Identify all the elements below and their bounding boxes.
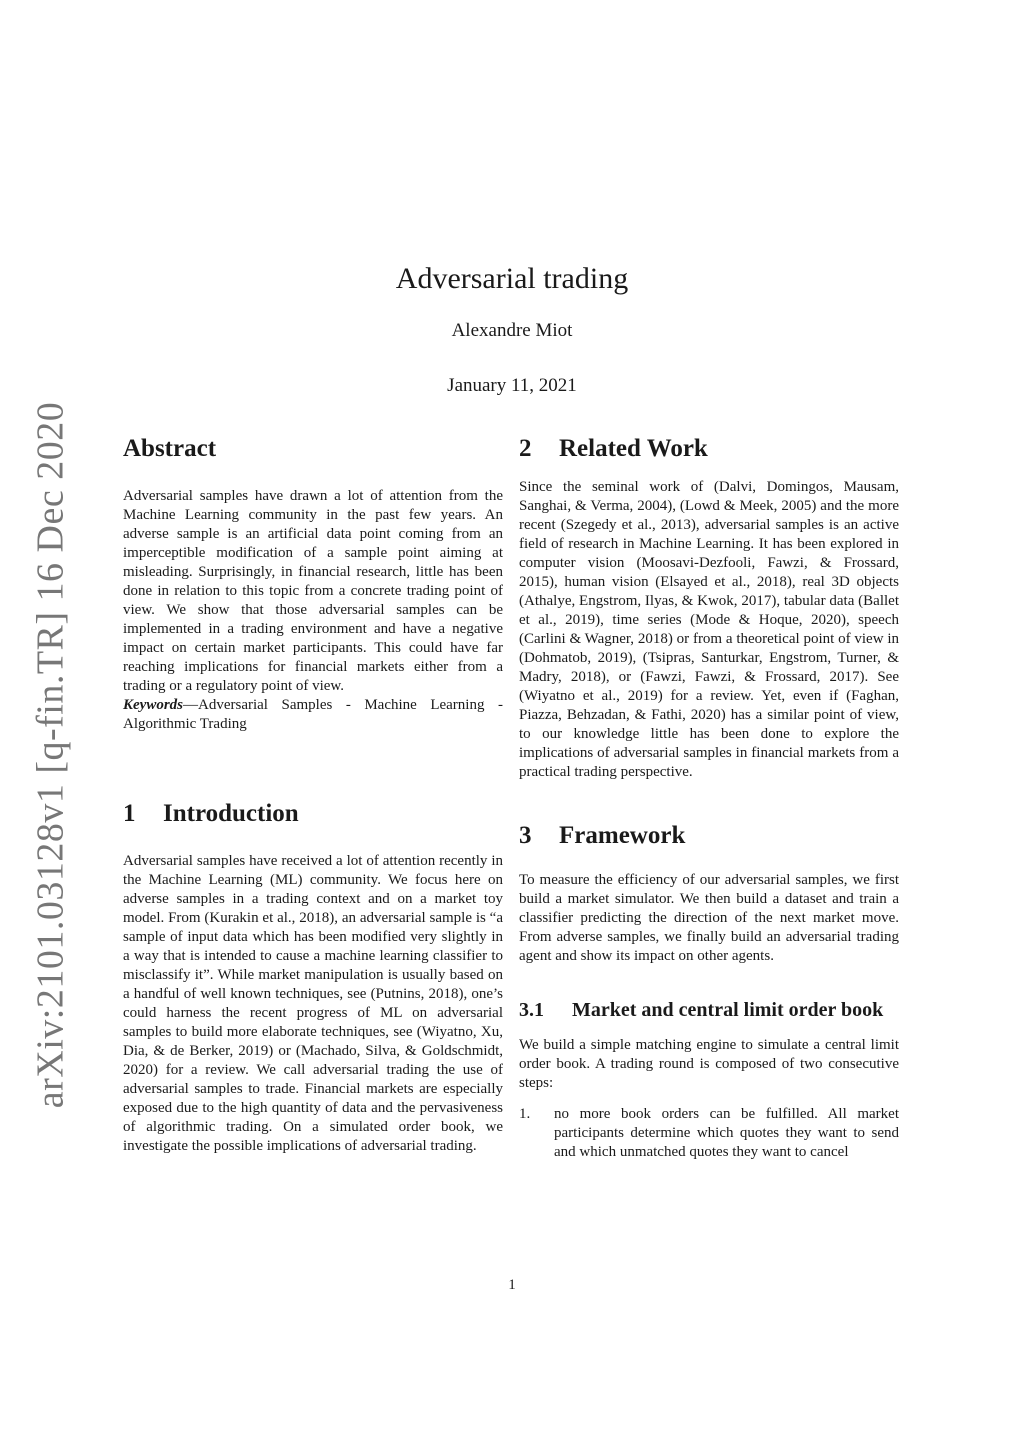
keywords-line: [123, 696, 503, 734]
introduction-number: 1: [123, 800, 136, 827]
paper-author: Alexandre Miot: [451, 320, 573, 341]
subsection-number: 3.1: [519, 999, 544, 1021]
arxiv-identifier-text: arXiv:2101.03128v1 [q-fin.TR] 16 Dec 2020: [29, 401, 71, 1109]
page-number: 1: [508, 1277, 516, 1293]
related-work-title: Related Work: [559, 435, 708, 462]
keywords-label: Keywords: [123, 697, 183, 713]
list-item-number: 1.: [519, 1106, 531, 1122]
related-work-heading: [519, 433, 899, 465]
related-work-number: 2: [519, 435, 532, 462]
related-work-text: Since the seminal work of (Dalvi, Domingos, Mausam, Sanghai, & Verma, 2004), (Lowd & Meek, 2005) and the more recent (Szegedy et al., 2013), adversarial samples is an active field of research in Machine Learning. It has been explored in computer vision (Moosavi-Dezfooli, Fawzi, & Frossard, 2015), human vision (Elsayed et al., 2018), real 3D objects (Athalye, Engstrom, Ilyas, & Kwok, 2017), tabular data (Ballet et al., 2019), time series (Mode & Hoque, 2020), speech (Carlini & Wagner, 2018) or from a theoretical point of view in (Dohmatob, 2019), (Tsipras, Santurkar, Engstrom, Turner, & Madry, 2018), or (Fawzi, Fawzi, & Frossard, 2017). See (Wiyatno et al., 2019) for a review. Yet, even if (Faghan, Piazza, Behzadan, & Fathi, 2020) has a similar point of view, to our knowledge little has been done to explore the implications of adversarial samples in financial markets from a practical trading perspective.: [519, 479, 899, 780]
paper-title: Adversarial trading: [395, 262, 629, 295]
subsection-heading: [519, 998, 899, 1022]
keywords-text: —Adversarial Samples - Machine Learning - Algorithmic Trading: [123, 697, 503, 732]
subsection-text: We build a simple matching engine to simulate a central limit order book. A trading round is composed of two consecutive steps:: [519, 1037, 899, 1091]
list-item: [519, 1105, 899, 1162]
steps-list: [519, 1105, 899, 1162]
introduction-title: Introduction: [163, 800, 299, 827]
framework-heading: [519, 820, 899, 852]
framework-text: To measure the efficiency of our adversarial samples, we first build a market simulator. We then build a dataset and train a classifier predicting the direction of the next market move. From adverse samples, we finally build an adversarial trading agent and show its impact on other agents.: [519, 872, 899, 964]
subsection-title: Market and central limit order book: [572, 999, 884, 1021]
framework-title: Framework: [559, 822, 686, 849]
framework-number: 3: [519, 822, 532, 849]
introduction-heading: [123, 798, 503, 830]
right-column: [519, 433, 899, 1162]
abstract-text: Adversarial samples have drawn a lot of attention from the Machine Learning community in the past few years. An adverse sample is an artificial data point coming from an imperceptible modification of a sample point aiming at misleading. Surprisingly, in financial research, little has been done in relation to this topic from a concrete trading point of view. We show that those adversarial samples can be implemented in a trading environment and have a negative impact on certain market participants. This could have far reaching implications for financial markets either from a trading or a regulatory point of view.: [123, 488, 503, 694]
introduction-text: Adversarial samples have received a lot of attention recently in the Machine Learning (ML) community. We focus here on adverse samples in a trading context and on a market toy model. From (Kurakin et al., 2018), an adversarial sample is “a sample of input data which has been modified very slightly in a way that is intended to cause a machine learning classifier to misclassify it”. While market manipulation is usually based on a handful of well known techniques, see (Putnins, 2018), one’s could harness the recent progress of ML on adversarial samples to build more elaborate techniques, see (Wiyatno, Xu, Dia, & de Berker, 2019) or (Machado, Silva, & Goldschmidt, 2020) for a review. We call adversarial trading the use of adversarial samples to trade. Financial markets are especially exposed due to the high quantity of data and the pervasiveness of algorithmic trading. On a simulated order book, we investigate the possible implications of adversarial trading.: [123, 853, 503, 1154]
arxiv-identifier-stamp: [29, 401, 71, 1109]
list-item-text: no more book orders can be fulfilled. All market participants determine which quotes they want to send and which unmatched quotes they want to cancel: [554, 1106, 899, 1160]
paper-date: January 11, 2021: [447, 375, 577, 396]
left-column: [123, 433, 503, 1156]
abstract-heading: Abstract: [123, 435, 217, 462]
